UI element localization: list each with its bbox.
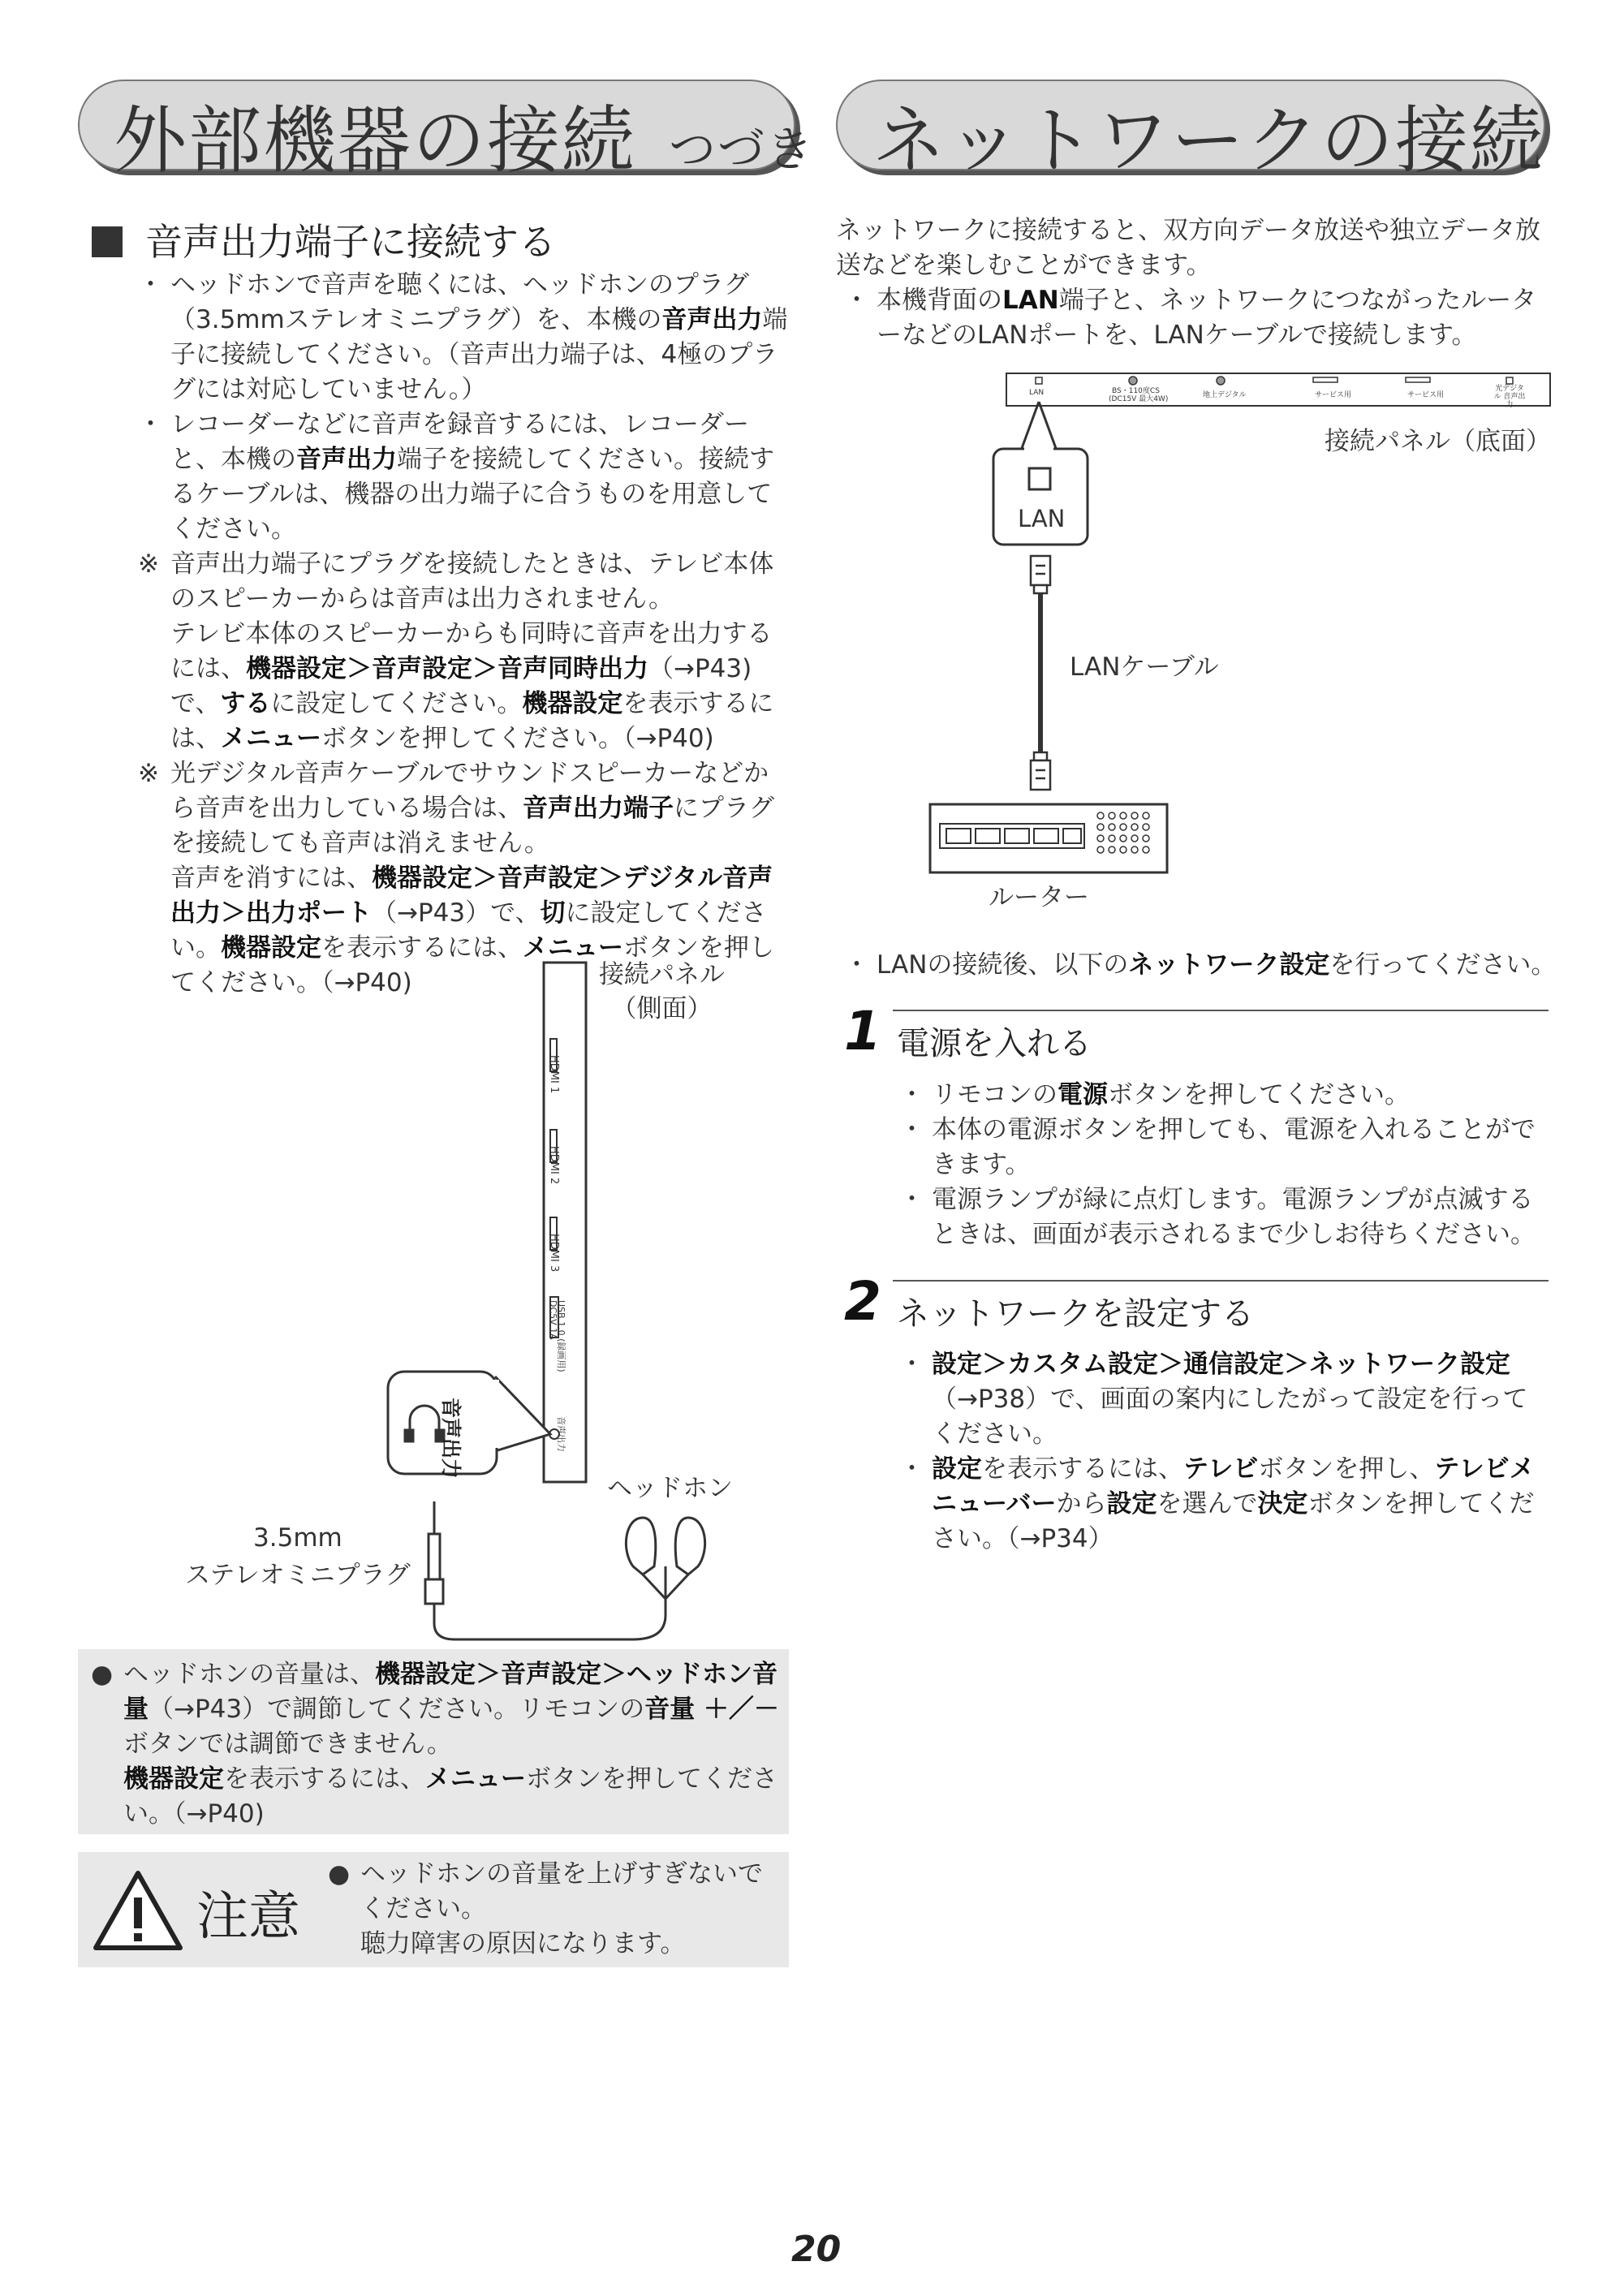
panel-port-label: サービス用 — [1407, 391, 1445, 399]
port-label-usb: USB 1.0 (録画用) — [556, 1300, 566, 1372]
caution-text: ● ヘッドホンの音量を上げすぎないでください。 聴力障害の原因になります。 — [328, 1857, 782, 1962]
lan-cable-bottom-connector — [1031, 752, 1050, 790]
router-icon — [930, 804, 1167, 872]
service-port-2-icon — [1406, 377, 1430, 382]
step-1-title: 電源を入れる — [897, 1025, 1092, 1062]
lan-port-label: LAN — [1018, 505, 1066, 532]
square-bullet-icon — [92, 226, 123, 257]
left-page-title: 外部機器の接続 つづき — [114, 98, 816, 183]
headphone-label: ヘッドホン — [607, 1474, 733, 1503]
title-suffix: つづき — [669, 122, 816, 177]
bullet-dot-icon: ● — [328, 1859, 351, 1889]
panel-port-label: 地上デジタル — [1203, 391, 1247, 399]
note-item: ※ 光デジタル音声ケーブルでサウンドスピーカーなどから音声を出力している場合は、音声出力端子にプラグを接続しても音声は消えません。 音声を消すには、機器設定＞音声設定＞デジタル音声出力＞出力ポート（→P43）で、切に設定してください。機器設定を表示するには、メニューボタンを押してください。（→P40) — [138, 759, 774, 997]
list-item: ・ 本機背面のLAN端子と、ネットワークにつながったルーターなどのLANポートを、LANケーブルで接続します。 — [844, 283, 1550, 353]
port-label-audio: 音声出力 — [556, 1416, 566, 1452]
lan-square-icon — [1029, 468, 1050, 489]
left-body-text — [138, 268, 791, 1001]
port-label-hdmi3: HDMI 3 — [548, 1234, 560, 1273]
service-port-1-icon — [1313, 377, 1338, 382]
caution-label: 注意 — [196, 1887, 300, 1947]
panel-port-label: BS・110度CS — [1112, 387, 1160, 395]
lan-port-icon — [1036, 377, 1042, 384]
list-item: ・ 電源ランプが緑に点灯します。電源ランプが点滅するときは、画面が表示されるまで少しお待ちください。 — [899, 1182, 1549, 1252]
panel-port-label: 光デジタル 音声出力 — [1493, 385, 1526, 409]
panel-port-label: サービス用 — [1315, 391, 1352, 399]
optical-port-icon — [1506, 377, 1513, 384]
panel-port-label: LAN — [1029, 389, 1045, 397]
step-2-rule — [893, 1280, 1549, 1282]
step-2-body — [899, 1347, 1549, 1557]
right-page-title: ネットワークの接続 — [872, 98, 1544, 183]
section-heading: 音声出力端子に接続する — [92, 213, 556, 266]
panel-port-sub: (DC15V 最大4W) — [1109, 395, 1169, 403]
right-intro-text: ネットワークに接続すると、双方向データ放送や独立データ放送などを楽しむことができます。 ・ 本機背面のLAN端子と、ネットワークにつながったルーターなどのLANポートを、LANケーブルで接続します。 — [836, 213, 1550, 353]
list-item: ・ レコーダーなどに音声を録音するには、レコーダーと、本機の音声出力端子を接続してください。接続するケーブルは、機器の出力端子に合うものを用意してください。 — [138, 407, 791, 547]
list-item: ・ 設定＞カスタム設定＞通信設定＞ネットワーク設定（→P38）で、画面の案内にしたがって設定を行ってください。 — [899, 1347, 1549, 1452]
callout-text: 音声出力 — [439, 1398, 463, 1480]
bs-cs-port-icon — [1129, 377, 1137, 385]
bottom-panel — [1006, 373, 1550, 406]
step-1-body — [899, 1078, 1549, 1252]
info-text: ● ヘッドホンの音量は、機器設定＞音声設定＞ヘッドホン音量（→P43）で調節してください。リモコンの音量 ＋／－ボタンでは調節できません。 機器設定を表示するには、メニューボタンを押してください。（→P40) — [91, 1657, 781, 1832]
router-label: ルーター — [989, 883, 1089, 912]
terrestrial-port-icon — [1217, 377, 1225, 385]
port-label-hdmi1: HDMI 1 — [548, 1055, 560, 1094]
side-panel-label: 接続パネル （側面） — [599, 960, 725, 1023]
list-item: ・ リモコンの電源ボタンを押してください。 — [899, 1078, 1549, 1113]
mini-plug-icon — [425, 1501, 443, 1604]
lan-cable-label: LANケーブル — [1070, 653, 1219, 682]
port-label-usb-sub: DC5V 1A — [548, 1300, 558, 1340]
callout-pointer — [495, 1376, 550, 1451]
bullet-dot-icon: ● — [91, 1660, 114, 1689]
bottom-panel-label: 接続パネル（底面） — [1325, 427, 1551, 456]
lan-cable-top-connector — [1031, 556, 1050, 593]
plug-label: 3.5mm ステレオミニプラグ — [185, 1523, 411, 1590]
note-item: ※ 音声出力端子にプラグを接続したときは、テレビ本体のスピーカーからは音声は出力されません。 テレビ本体のスピーカーからも同時に音声を出力するには、機器設定＞音声設定＞音声同時出力（→P43)で、するに設定してください。機器設定を表示するには、メニューボタンを押してください。（→P40) — [138, 549, 774, 753]
list-item: ・ 本体の電源ボタンを押しても、電源を入れることができます。 — [899, 1113, 1549, 1182]
warning-triangle-icon — [91, 1868, 185, 1953]
page-number: 20 — [791, 2229, 842, 2270]
step-1-number: 1 — [844, 1000, 881, 1062]
list-item: ・ ヘッドホンで音声を聴くには、ヘッドホンのプラグ（3.5mmステレオミニプラグ）を、本機の音声出力端子に接続してください。（音声出力端子は、4極のプラグには対応していません。） — [138, 268, 791, 407]
after-connection-text: ・ LANの接続後、以下のネットワーク設定を行ってください。 — [844, 948, 1558, 983]
step-1-rule — [893, 1010, 1549, 1011]
step-2-title: ネットワークを設定する — [897, 1295, 1254, 1333]
list-item: ・ 設定を表示するには、テレビボタンを押し、テレビメニューバーから設定を選んで決定ボタンを押してください。（→P34） — [899, 1452, 1549, 1557]
lan-callout-pointer — [1021, 402, 1057, 450]
headphone-cable — [434, 1566, 666, 1639]
step-2-number: 2 — [844, 1270, 881, 1333]
port-label-hdmi2: HDMI 2 — [548, 1146, 560, 1185]
